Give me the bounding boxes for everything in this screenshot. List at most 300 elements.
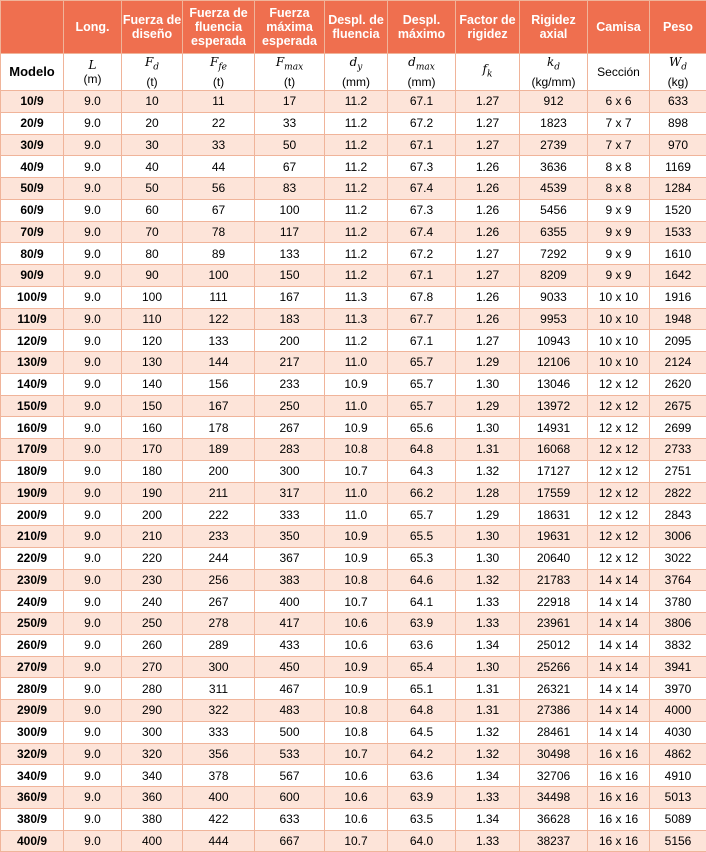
value-cell: 11.0 <box>325 504 388 526</box>
model-cell: 400/9 <box>1 830 64 852</box>
table-row <box>1 395 706 417</box>
unit-text: (m) <box>64 72 121 86</box>
value-cell: 66.2 <box>388 482 456 504</box>
value-cell: 13046 <box>520 373 588 395</box>
value-cell: 67.7 <box>388 308 456 330</box>
value-cell: 9.0 <box>64 221 122 243</box>
value-cell: 1.26 <box>456 199 520 221</box>
value-cell: 1948 <box>650 308 706 330</box>
yield-force-column-header: Fuerza de fluencia esperada <box>183 1 255 54</box>
value-cell: 10.7 <box>325 830 388 852</box>
table-row <box>1 656 706 678</box>
model-label: Modelo <box>1 54 64 91</box>
value-cell: 12 x 12 <box>588 417 650 439</box>
value-cell: 1.32 <box>456 569 520 591</box>
value-cell: 11.2 <box>325 134 388 156</box>
value-cell: 150 <box>122 395 183 417</box>
value-cell: 5013 <box>650 787 706 809</box>
value-cell: 9.0 <box>64 156 122 178</box>
value-cell: 250 <box>122 613 183 635</box>
value-cell: 11.2 <box>325 265 388 287</box>
value-cell: 1.27 <box>456 243 520 265</box>
value-cell: 65.6 <box>388 417 456 439</box>
value-cell: 65.7 <box>388 373 456 395</box>
value-cell: 1.33 <box>456 830 520 852</box>
value-cell: 1.34 <box>456 765 520 787</box>
symbol: $f_k$ <box>456 62 519 81</box>
table-row <box>1 352 706 374</box>
table-row <box>1 265 706 287</box>
value-cell: 12 x 12 <box>588 482 650 504</box>
model-cell: 300/9 <box>1 721 64 743</box>
value-cell: 178 <box>183 417 255 439</box>
value-cell: 3636 <box>520 156 588 178</box>
model-cell: 10/9 <box>1 91 64 113</box>
value-cell: 190 <box>122 482 183 504</box>
value-cell: 32706 <box>520 765 588 787</box>
value-cell: 9 x 9 <box>588 243 650 265</box>
value-cell: 100 <box>122 286 183 308</box>
table-row <box>1 330 706 352</box>
value-cell: 283 <box>255 439 325 461</box>
header-row <box>1 1 706 54</box>
value-cell: 9.0 <box>64 721 122 743</box>
value-cell: 50 <box>255 134 325 156</box>
value-cell: 7 x 7 <box>588 134 650 156</box>
value-cell: 898 <box>650 112 706 134</box>
value-cell: 10.9 <box>325 526 388 548</box>
value-cell: 1.26 <box>456 156 520 178</box>
stiffness-factor-column-header: Factor de rigidez <box>456 1 520 54</box>
table-row <box>1 634 706 656</box>
value-cell: 8 x 8 <box>588 178 650 200</box>
value-cell: 12 x 12 <box>588 373 650 395</box>
value-cell: 64.2 <box>388 743 456 765</box>
value-cell: 11.2 <box>325 156 388 178</box>
model-cell: 160/9 <box>1 417 64 439</box>
value-cell: 12106 <box>520 352 588 374</box>
value-cell: 56 <box>183 178 255 200</box>
value-cell: 300 <box>255 460 325 482</box>
value-cell: 333 <box>255 504 325 526</box>
value-cell: 64.5 <box>388 721 456 743</box>
value-cell: 1.32 <box>456 721 520 743</box>
value-cell: 9.0 <box>64 700 122 722</box>
value-cell: 11.2 <box>325 243 388 265</box>
value-cell: 9.0 <box>64 265 122 287</box>
value-cell: 4910 <box>650 765 706 787</box>
table-row <box>1 787 706 809</box>
value-cell: 63.9 <box>388 787 456 809</box>
value-cell: 1.31 <box>456 700 520 722</box>
value-cell: 450 <box>255 656 325 678</box>
value-cell: 1.27 <box>456 91 520 113</box>
value-cell: 17559 <box>520 482 588 504</box>
value-cell: 1.30 <box>456 417 520 439</box>
value-cell: 9 x 9 <box>588 265 650 287</box>
value-cell: 1.26 <box>456 308 520 330</box>
value-cell: 210 <box>122 526 183 548</box>
value-cell: 10 x 10 <box>588 286 650 308</box>
symbol: $F_{max}$ <box>255 55 324 74</box>
value-cell: 10.6 <box>325 634 388 656</box>
value-cell: 12 x 12 <box>588 526 650 548</box>
value-cell: 2751 <box>650 460 706 482</box>
value-cell: 12 x 12 <box>588 439 650 461</box>
model-cell: 280/9 <box>1 678 64 700</box>
unit-text: (t) <box>255 75 324 89</box>
value-cell: 378 <box>183 765 255 787</box>
table-row <box>1 308 706 330</box>
value-cell: 64.0 <box>388 830 456 852</box>
value-cell: 26321 <box>520 678 588 700</box>
value-cell: 1.26 <box>456 221 520 243</box>
symbol: $k_d$ <box>520 55 587 74</box>
model-cell: 150/9 <box>1 395 64 417</box>
value-cell: 33 <box>255 112 325 134</box>
value-cell: 1.33 <box>456 787 520 809</box>
table-row <box>1 678 706 700</box>
value-cell: 16 x 16 <box>588 808 650 830</box>
value-cell: 150 <box>255 265 325 287</box>
value-cell: 9.0 <box>64 112 122 134</box>
value-cell: 10.7 <box>325 743 388 765</box>
value-cell: 100 <box>255 199 325 221</box>
value-cell: 17127 <box>520 460 588 482</box>
value-cell: 2675 <box>650 395 706 417</box>
value-cell: 67 <box>183 199 255 221</box>
value-cell: 4862 <box>650 743 706 765</box>
unit-text: (kg/mm) <box>520 75 587 89</box>
value-cell: 1.29 <box>456 352 520 374</box>
value-cell: 1.27 <box>456 330 520 352</box>
value-cell: 970 <box>650 134 706 156</box>
value-cell: 400 <box>122 830 183 852</box>
value-cell: 16 x 16 <box>588 830 650 852</box>
value-cell: 200 <box>122 504 183 526</box>
value-cell: 11.3 <box>325 286 388 308</box>
value-cell: 22 <box>183 112 255 134</box>
value-cell: 33 <box>183 134 255 156</box>
value-cell: 2843 <box>650 504 706 526</box>
value-cell: 2124 <box>650 352 706 374</box>
value-cell: 167 <box>183 395 255 417</box>
value-cell: 65.3 <box>388 547 456 569</box>
value-cell: 20 <box>122 112 183 134</box>
value-cell: 67.3 <box>388 199 456 221</box>
value-cell: 4030 <box>650 721 706 743</box>
value-cell: 50 <box>122 178 183 200</box>
table-row <box>1 417 706 439</box>
value-cell: 267 <box>255 417 325 439</box>
value-cell: 30498 <box>520 743 588 765</box>
unit-cell <box>588 54 650 91</box>
value-cell: 34498 <box>520 787 588 809</box>
value-cell: 67.4 <box>388 221 456 243</box>
value-cell: 16 x 16 <box>588 787 650 809</box>
table-row <box>1 91 706 113</box>
unit-cell <box>456 54 520 91</box>
value-cell: 9.0 <box>64 591 122 613</box>
value-cell: 400 <box>255 591 325 613</box>
unit-text: (mm) <box>388 75 455 89</box>
value-cell: 267 <box>183 591 255 613</box>
value-cell: 10 <box>122 91 183 113</box>
weight-column-header: Peso <box>650 1 706 54</box>
value-cell: 3022 <box>650 547 706 569</box>
value-cell: 67.2 <box>388 112 456 134</box>
value-cell: 11.0 <box>325 482 388 504</box>
value-cell: 290 <box>122 700 183 722</box>
value-cell: 1.30 <box>456 547 520 569</box>
value-cell: 9.0 <box>64 330 122 352</box>
value-cell: 9.0 <box>64 439 122 461</box>
table-row <box>1 808 706 830</box>
model-cell: 140/9 <box>1 373 64 395</box>
model-cell: 20/9 <box>1 112 64 134</box>
value-cell: 130 <box>122 352 183 374</box>
model-cell: 290/9 <box>1 700 64 722</box>
value-cell: 7 x 7 <box>588 112 650 134</box>
value-cell: 14 x 14 <box>588 634 650 656</box>
value-cell: 10 x 10 <box>588 352 650 374</box>
model-cell: 200/9 <box>1 504 64 526</box>
value-cell: 278 <box>183 613 255 635</box>
value-cell: 144 <box>183 352 255 374</box>
value-cell: 120 <box>122 330 183 352</box>
value-cell: 1.30 <box>456 656 520 678</box>
value-cell: 64.6 <box>388 569 456 591</box>
value-cell: 9.0 <box>64 547 122 569</box>
value-cell: 633 <box>650 91 706 113</box>
value-cell: 244 <box>183 547 255 569</box>
value-cell: 9 x 9 <box>588 199 650 221</box>
value-cell: 222 <box>183 504 255 526</box>
value-cell: 12 x 12 <box>588 504 650 526</box>
value-cell: 300 <box>183 656 255 678</box>
value-cell: 9.0 <box>64 678 122 700</box>
value-cell: 200 <box>255 330 325 352</box>
value-cell: 1610 <box>650 243 706 265</box>
value-cell: 10.9 <box>325 373 388 395</box>
value-cell: 21783 <box>520 569 588 591</box>
value-cell: 250 <box>255 395 325 417</box>
value-cell: 500 <box>255 721 325 743</box>
value-cell: 189 <box>183 439 255 461</box>
table-row <box>1 721 706 743</box>
value-cell: 2095 <box>650 330 706 352</box>
value-cell: 1.29 <box>456 395 520 417</box>
table-row <box>1 504 706 526</box>
value-cell: 1.30 <box>456 526 520 548</box>
value-cell: 467 <box>255 678 325 700</box>
value-cell: 65.5 <box>388 526 456 548</box>
table-row <box>1 373 706 395</box>
value-cell: 80 <box>122 243 183 265</box>
value-cell: 1.27 <box>456 265 520 287</box>
value-cell: 483 <box>255 700 325 722</box>
value-cell: 230 <box>122 569 183 591</box>
value-cell: 3806 <box>650 613 706 635</box>
value-cell: 11 <box>183 91 255 113</box>
symbol: $F_d$ <box>122 55 182 74</box>
value-cell: 9.0 <box>64 634 122 656</box>
value-cell: 1916 <box>650 286 706 308</box>
value-cell: 1.33 <box>456 613 520 635</box>
value-cell: 160 <box>122 417 183 439</box>
value-cell: 10943 <box>520 330 588 352</box>
value-cell: 20640 <box>520 547 588 569</box>
model-cell: 70/9 <box>1 221 64 243</box>
value-cell: 10 x 10 <box>588 308 650 330</box>
value-cell: 317 <box>255 482 325 504</box>
value-cell: 28461 <box>520 721 588 743</box>
value-cell: 10.7 <box>325 591 388 613</box>
table-row <box>1 156 706 178</box>
unit-text: (t) <box>183 75 254 89</box>
value-cell: 9.0 <box>64 308 122 330</box>
model-cell: 210/9 <box>1 526 64 548</box>
value-cell: 65.7 <box>388 352 456 374</box>
value-cell: 300 <box>122 721 183 743</box>
unit-cell <box>122 54 183 91</box>
value-cell: 1.29 <box>456 504 520 526</box>
model-cell: 50/9 <box>1 178 64 200</box>
value-cell: 64.8 <box>388 700 456 722</box>
symbol: $d_{max}$ <box>388 55 455 74</box>
model-cell: 80/9 <box>1 243 64 265</box>
value-cell: 217 <box>255 352 325 374</box>
value-cell: 25266 <box>520 656 588 678</box>
value-cell: 9.0 <box>64 395 122 417</box>
value-cell: 67.1 <box>388 134 456 156</box>
value-cell: 3832 <box>650 634 706 656</box>
value-cell: 1.34 <box>456 808 520 830</box>
value-cell: 9.0 <box>64 373 122 395</box>
value-cell: 10.9 <box>325 547 388 569</box>
value-cell: 220 <box>122 547 183 569</box>
unit-cell <box>255 54 325 91</box>
value-cell: 67.8 <box>388 286 456 308</box>
table-row <box>1 526 706 548</box>
unit-text: (kg) <box>650 75 706 89</box>
table-row <box>1 547 706 569</box>
value-cell: 1284 <box>650 178 706 200</box>
value-cell: 1823 <box>520 112 588 134</box>
value-cell: 11.2 <box>325 178 388 200</box>
value-cell: 9 x 9 <box>588 221 650 243</box>
model-cell: 90/9 <box>1 265 64 287</box>
value-cell: 320 <box>122 743 183 765</box>
value-cell: 422 <box>183 808 255 830</box>
value-cell: 133 <box>255 243 325 265</box>
value-cell: 78 <box>183 221 255 243</box>
value-cell: 9.0 <box>64 743 122 765</box>
unit-cell <box>388 54 456 91</box>
model-cell: 180/9 <box>1 460 64 482</box>
table-row <box>1 482 706 504</box>
model-cell: 270/9 <box>1 656 64 678</box>
value-cell: 170 <box>122 439 183 461</box>
value-cell: 333 <box>183 721 255 743</box>
value-cell: 360 <box>122 787 183 809</box>
value-cell: 533 <box>255 743 325 765</box>
value-cell: 1.33 <box>456 591 520 613</box>
value-cell: 27386 <box>520 700 588 722</box>
value-cell: 64.1 <box>388 591 456 613</box>
table-row <box>1 178 706 200</box>
value-cell: 1.32 <box>456 460 520 482</box>
unit-cell <box>183 54 255 91</box>
value-cell: 16068 <box>520 439 588 461</box>
unit-text: (mm) <box>325 75 387 89</box>
value-cell: 83 <box>255 178 325 200</box>
symbol: $W_d$ <box>650 55 706 74</box>
value-cell: 14 x 14 <box>588 613 650 635</box>
value-cell: 67.2 <box>388 243 456 265</box>
value-cell: 9.0 <box>64 830 122 852</box>
value-cell: 9.0 <box>64 417 122 439</box>
value-cell: 256 <box>183 569 255 591</box>
unit-cell <box>650 54 706 91</box>
unit-cell <box>520 54 588 91</box>
value-cell: 117 <box>255 221 325 243</box>
value-cell: 200 <box>183 460 255 482</box>
table-row <box>1 765 706 787</box>
value-cell: 289 <box>183 634 255 656</box>
value-cell: 1.30 <box>456 373 520 395</box>
value-cell: 9.0 <box>64 656 122 678</box>
value-cell: 111 <box>183 286 255 308</box>
table-row <box>1 243 706 265</box>
value-cell: 30 <box>122 134 183 156</box>
value-cell: 67.1 <box>388 330 456 352</box>
value-cell: 10.9 <box>325 678 388 700</box>
value-cell: 63.9 <box>388 613 456 635</box>
value-cell: 367 <box>255 547 325 569</box>
length-column-header: Long. <box>64 1 122 54</box>
value-cell: 3941 <box>650 656 706 678</box>
value-cell: 1642 <box>650 265 706 287</box>
value-cell: 1520 <box>650 199 706 221</box>
value-cell: 11.2 <box>325 91 388 113</box>
value-cell: 183 <box>255 308 325 330</box>
value-cell: 1.28 <box>456 482 520 504</box>
value-cell: 23961 <box>520 613 588 635</box>
unit-cell <box>325 54 388 91</box>
unit-text: (t) <box>122 75 182 89</box>
value-cell: 311 <box>183 678 255 700</box>
value-cell: 67.4 <box>388 178 456 200</box>
value-cell: 133 <box>183 330 255 352</box>
symbol: $F_{fe}$ <box>183 55 254 74</box>
value-cell: 14 x 14 <box>588 678 650 700</box>
value-cell: 6 x 6 <box>588 91 650 113</box>
value-cell: 5089 <box>650 808 706 830</box>
value-cell: 63.6 <box>388 634 456 656</box>
table-row <box>1 439 706 461</box>
value-cell: 9.0 <box>64 613 122 635</box>
table-row <box>1 112 706 134</box>
value-cell: 65.4 <box>388 656 456 678</box>
value-cell: 1.27 <box>456 112 520 134</box>
value-cell: 36628 <box>520 808 588 830</box>
unit-text: Sección <box>588 65 649 79</box>
value-cell: 9.0 <box>64 526 122 548</box>
value-cell: 633 <box>255 808 325 830</box>
value-cell: 70 <box>122 221 183 243</box>
value-cell: 233 <box>183 526 255 548</box>
